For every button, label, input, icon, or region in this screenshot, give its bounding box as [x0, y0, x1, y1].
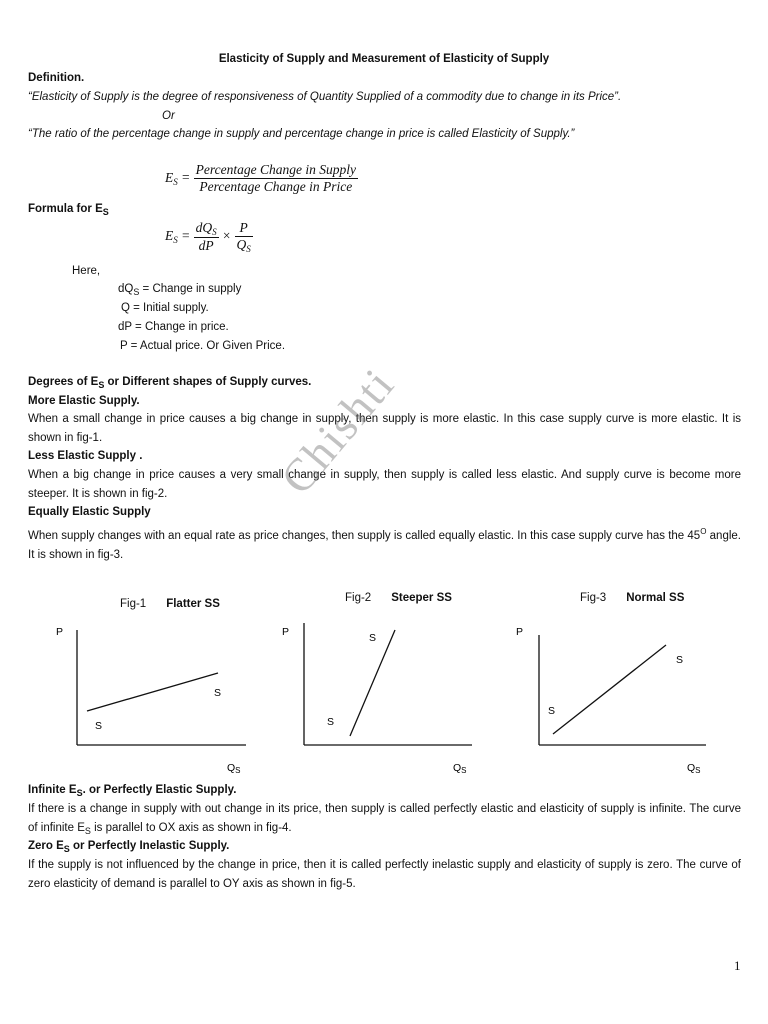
here-item-dp: dP = Change in price.	[118, 321, 229, 333]
formula2-f1-numerator: $dQ_S$	[195, 220, 217, 237]
fig-1-curve-label-bottom: S	[95, 720, 103, 732]
fig-2-x-label: QS	[453, 762, 467, 775]
fig-3-y-label: P	[516, 626, 524, 638]
formula2-fraction-2	[235, 220, 253, 254]
fig-3-supply-curve	[553, 645, 666, 734]
fig-1-title: Fig-1 Flatter SS	[120, 598, 220, 610]
page-title: Elasticity of Supply and Measurement of Elasticity of Supply	[218, 53, 550, 65]
formula2-f2-denominator: $Q_S$	[236, 237, 251, 254]
zero-heading: Zero $E_S$ or Perfectly Inelastic Supply.	[28, 840, 230, 854]
fig-3-curve-label-top: S	[676, 654, 684, 666]
here-label: Here,	[72, 265, 101, 277]
fig-2-curve-label-top: S	[369, 632, 377, 644]
equally-elastic-text: When supply changes with an equal rate as price changes, then supply is called equally elastic. In this case supply curve has the $45^O$ angle. It is shown in fig-3.	[28, 527, 741, 561]
equally-elastic-heading: Equally Elastic Supply	[28, 506, 151, 518]
formula1-denominator: Percentage Change in Price	[199, 179, 353, 194]
fig-1-y-label: P	[56, 626, 64, 638]
supply-figures	[0, 615, 768, 775]
fig-2-supply-curve	[350, 630, 395, 736]
definition-heading: Definition.	[28, 72, 85, 84]
degrees-heading: Degrees of $E_S$ or Different shapes of Supply curves.	[28, 376, 312, 390]
zero-text: If the supply is not influenced by the change in price, then it is called perfectly inelastic supply and elasticity of supply is zero. The curve of zero elasticity of demand is parallel to OY axis as shown in fig-5.	[28, 859, 741, 890]
formula1-numerator: Percentage Change in Supply	[195, 162, 356, 177]
formula1-lhs: $E_S$	[165, 169, 178, 187]
formula2-lhs: $E_S$	[165, 228, 178, 246]
fig-3-x-label: QS	[687, 762, 701, 775]
more-elastic-text: When a small change in price causes a big change in supply, then supply is more elastic. In this case supply curve is more elastic. It is shown in fig-1.	[28, 413, 741, 444]
formula2-fraction-1	[194, 220, 219, 254]
formula-derivative	[165, 220, 253, 254]
formula-percentage	[165, 162, 358, 195]
definition-line-1: “Elasticity of Supply is the degree of responsiveness of Quantity Supplied of a commodity due to change in its Price”.	[28, 91, 622, 103]
fig-1-x-label: QS	[227, 762, 241, 775]
formula2-f2-numerator: P	[235, 220, 253, 237]
infinite-text: If there is a change in supply with out change in its price, then supply is called perfectly elastic and elasticity of supply is infinite. The curve of infinite $E_S$ is parallel to OX axis as shown in fig-4.	[28, 803, 741, 836]
definition-line-2: “The ratio of the percentage change in supply and percentage change in price is called Elasticity of Supply.”	[28, 128, 575, 140]
fig-2-curve-label-bottom: S	[327, 716, 335, 728]
fig-1-curve-label-top: S	[214, 687, 222, 699]
page-number: 1	[734, 958, 741, 973]
fig-2-title: Fig-2 Steeper SS	[345, 592, 452, 604]
formula2-f1-denominator: dP	[198, 238, 214, 253]
formula-heading: Formula for $E_S$	[28, 203, 109, 217]
here-item-dqs: $dQ_S$ = Change in supply	[118, 283, 242, 297]
formula1-fraction	[194, 162, 358, 195]
less-elastic-heading: Less Elastic Supply .	[28, 450, 143, 462]
watermark: Chishti	[270, 358, 405, 504]
fig-3-title: Fig-3 Normal SS	[580, 592, 685, 604]
infinite-heading: Infinite $E_S$. or Perfectly Elastic Supply.	[28, 784, 237, 798]
fig-1-supply-curve	[87, 673, 218, 711]
fig-3-curve-label-bottom: S	[548, 705, 556, 717]
formula2-eq: =	[181, 228, 191, 244]
fig-2-y-label: P	[282, 626, 290, 638]
here-item-p: P = Actual price. Or Given Price.	[120, 340, 286, 352]
formula2-times: ×	[222, 228, 232, 244]
more-elastic-heading: More Elastic Supply.	[28, 395, 140, 407]
formula1-eq: =	[181, 169, 191, 185]
less-elastic-text: When a big change in price causes a very small change in supply, then supply is called less elastic. And supply curve is become more steeper. It is shown in fig-2.	[28, 469, 741, 500]
here-item-q: Q = Initial supply.	[121, 302, 209, 314]
definition-or: Or	[162, 110, 175, 122]
